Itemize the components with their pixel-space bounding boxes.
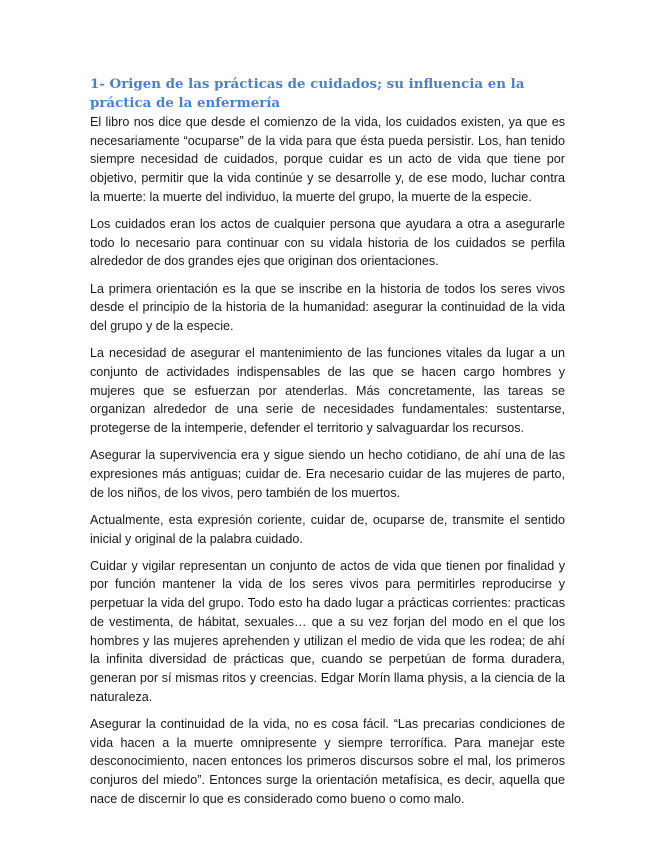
section-heading: 1- Origen de las prácticas de cuidados; su influencia en la práctica de la enfermería xyxy=(90,76,525,111)
paragraph-8: Asegurar la continuidad de la vida, no es cosa fácil. “Las precarias condiciones de vida hacen a la muerte omnipresente y siempre terrorífica. Para manejar este desconocimiento, nacen entonces los primeros discursos sobre el mal, los primeros conjuros del miedo”. Entonces surge la orientación metafísica, es decir, aquella que nace de discernir lo que es considerado como bueno o como malo. xyxy=(90,716,565,806)
paragraph-2: Los cuidados eran los actos de cualquier persona que ayudara a otra a asegurarle todo lo necesario para continuar con su vidala historia de los cuidados se perfila alrededor de dos grandes ejes que originan dos orientaciones. xyxy=(90,217,565,269)
paragraph-5: Asegurar la supervivencia era y sigue siendo un hecho cotidiano, de ahí una de las expresiones más antiguas; cuidar de. Era necesario cuidar de las mujeres de parto, de los niños, de los vivos, pero también de los muertos. xyxy=(90,448,565,500)
paragraph-4: La necesidad de asegurar el mantenimiento de las funciones vitales da lugar a un conjunto de actividades indispensables de las que se hacen cargo hombres y mujeres que se esfuerzan por atenderlas. Más concretamente, las tareas se organizan alrededor de una serie de necesidades fundamentales: sustentarse, protegerse de la intemperie, defender el territorio y salvaguardar los recursos. xyxy=(90,346,565,436)
paragraph-3: La primera orientación es la que se inscribe en la historia de todos los seres vivos desde el principio de la historia de la humanidad: asegurar la continuidad de la vida del grupo y de la especie. xyxy=(90,281,565,334)
paragraph-7: Cuidar y vigilar representan un conjunto de actos de vida que tienen por finalidad y por función mantener la vida de los seres vivos para permitirles reproducirse y perpetuar la vida del grupo. Todo esto ha dado lugar a prácticas corrientes: practicas de vestimenta, de hábitat, sexuales… que a su vez forjan del modo en el que los hombres y las mujeres aprehenden y utilizan el medio de vida que les rodea; de ahí la infinita diversidad de prácticas que, cuando se perpetúan de forma duradera, generan por sí mismas ritos y creencias. Edgar Morín llama physis, a la ciencia de la naturaleza. xyxy=(90,558,565,704)
document-body xyxy=(90,75,565,817)
paragraph-6: Actualmente, esta expresión coriente, cuidar de, ocuparse de, transmite el sentido inicial y original de la palabra cuidado. xyxy=(90,512,565,546)
paragraph-1: El libro nos dice que desde el comienzo de la vida, los cuidados existen, ya que es necesariamente “ocuparse” de la vida para que ésta pueda persistir. Los, han tenido siempre necesidad de cuidados, porque cuidar es un acto de vida que tiene por objetivo, permitir que la vida continúe y se desarrolle y, de ese modo, luchar contra la muerte: la muerte del individuo, la muerte del grupo, la muerte de la especie. xyxy=(90,115,565,204)
